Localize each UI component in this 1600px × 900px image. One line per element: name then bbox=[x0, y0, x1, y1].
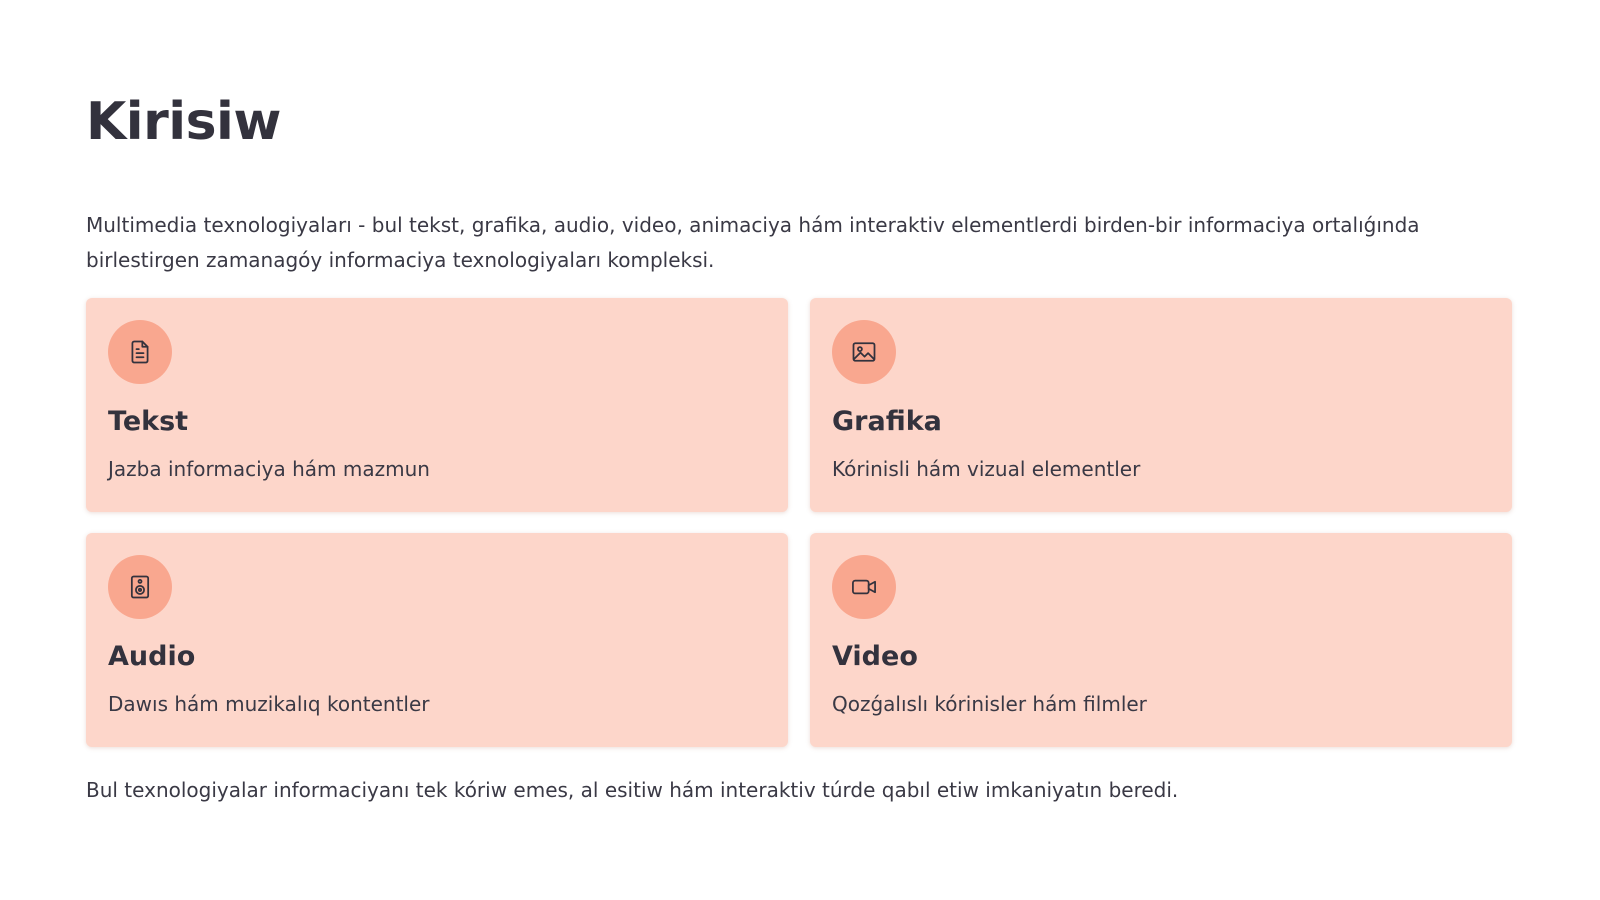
card-description: Qozǵalıslı kórinisler hám filmler bbox=[832, 692, 1147, 716]
card-description: Dawıs hám muzikalıq kontentler bbox=[108, 692, 430, 716]
card-video bbox=[810, 533, 1512, 747]
card-grid bbox=[86, 298, 1512, 747]
image-icon bbox=[832, 320, 896, 384]
card-description: Kórinisli hám vizual elementler bbox=[832, 457, 1141, 481]
card-title: Video bbox=[832, 641, 918, 672]
intro-paragraph: Multimedia texnologiyaları - bul tekst, grafika, audio, video, animaciya hám interaktiv elementlerdi birden-bir informaciya ortalıǵında birlestirgen zamanagóy informaciya texnologiyaları kompleksi. bbox=[86, 213, 1420, 272]
card-title: Grafika bbox=[832, 406, 942, 437]
card-audio bbox=[86, 533, 788, 747]
footer-paragraph: Bul texnologiyalar informaciyanı tek kóriw emes, al esitiw hám interaktiv túrde qabıl etiw imkaniyatın beredi. bbox=[86, 778, 1179, 802]
document-icon bbox=[108, 320, 172, 384]
card-text bbox=[86, 298, 788, 512]
card-title: Audio bbox=[108, 641, 196, 672]
card-description: Jazba informaciya hám mazmun bbox=[108, 457, 430, 481]
page-title: Kirisiw bbox=[86, 92, 281, 152]
card-graphics bbox=[810, 298, 1512, 512]
card-title: Tekst bbox=[108, 406, 189, 437]
speaker-icon bbox=[108, 555, 172, 619]
video-camera-icon bbox=[832, 555, 896, 619]
